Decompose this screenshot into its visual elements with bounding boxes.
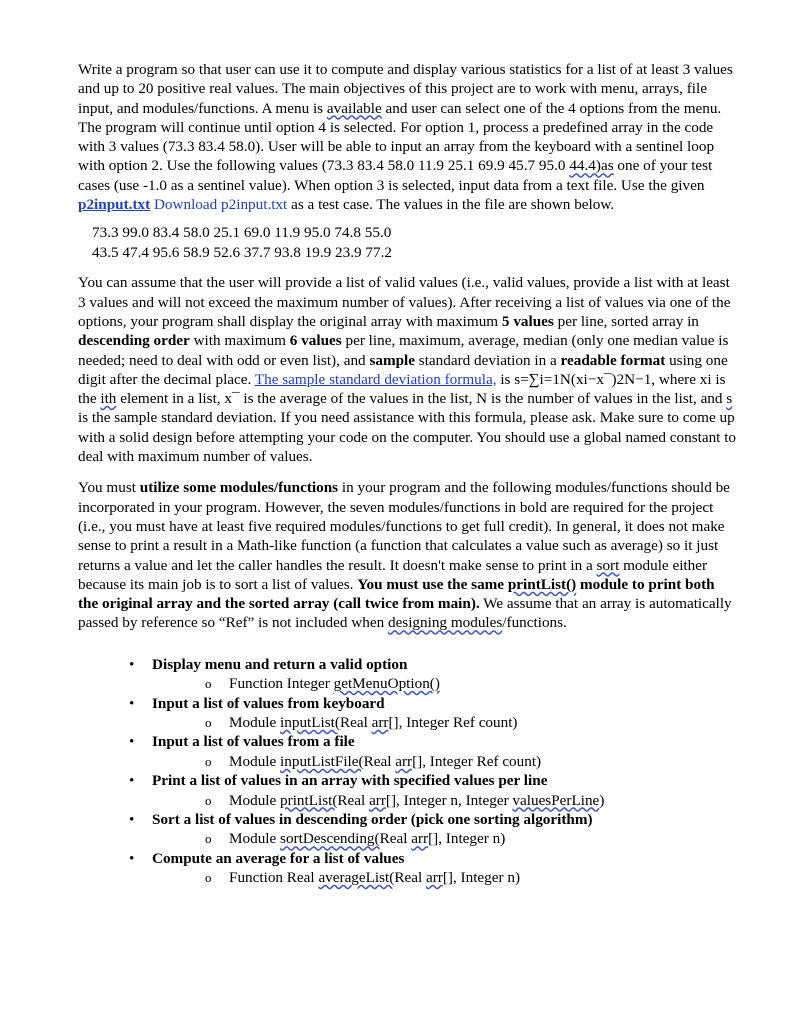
requirements-paragraph: You can assume that the user will provide a list of valid values (i.e., valid values, provide a list with at least 3 values and will not exceed the maximum number of values). After receiving a list of values via one of the options, your program shall display the original array with maximum 5 values per line, sorted array in descending order with maximum 6 values per line, maximum, average, median (only one median value is needed; need to deal with odd or even list), and sample standard deviation in a readable format using one digit after the decimal place. The sample standard deviation formula, is s=∑i=1N(xi−x¯)2N−1, where xi is the ith element in a list, x¯ is the average of the values in the list, N is the number of values in the list, and s is the sample standard deviation. If you need assistance with this formula, please ask. Make sure to come up with a solid design before attempting your code on the computer. You should use a global named constant to deal with maximum number of values. <box>78 274 737 466</box>
bullet-icon: • <box>129 849 135 867</box>
bullet-icon: • <box>129 772 135 790</box>
bullet-icon: • <box>129 810 135 828</box>
list-item: • Input a list of values from keyboard o Module inputList(Real arr[], Integer Ref count) <box>78 694 738 733</box>
circle-bullet-icon: o <box>205 870 212 886</box>
list-item: • Print a list of values in an array with specified values per line o Module printList(Real arr[], Integer n, Integer valuesPerLine) <box>78 771 738 810</box>
sub-list-item: o Module inputListFile(Real arr[], Integer Ref count) <box>205 752 542 770</box>
circle-bullet-icon: o <box>205 831 212 847</box>
circle-bullet-icon: o <box>205 676 212 692</box>
sub-list-item: o Module printList(Real arr[], Integer n, Integer valuesPerLine) <box>205 791 605 809</box>
file-values-line-1: 73.3 99.0 83.4 58.0 25.1 69.0 11.9 95.0 74.8 55.0 <box>92 224 392 242</box>
download-link[interactable]: Download p2input.txt <box>150 196 288 214</box>
bullet-icon: • <box>129 655 135 673</box>
sub-list-item: o Function Integer getMenuOption() <box>205 675 440 693</box>
list-item: • Sort a list of values in descending order (pick one sorting algorithm) o Module sortDescending(Real arr[], Integer n) <box>78 810 738 849</box>
circle-bullet-icon: o <box>205 792 212 808</box>
modules-paragraph: You must utilize some modules/functions in your program and the following modules/functions should be incorporated in your program. However, the seven modules/functions in bold are required for the project (i.e., you must have at least five required modules/functions to get full credit). In general, it does not make sense to print a result in a Math-like function (a function that calculates a value such as average) so it just returns a value and let the caller handles the result. It doesn't make sense to print in a sort module either because its main job is to sort a list of values. You must use the same printList() module to print both the original array and the sorted array (call twice from main). We assume that an array is automatically passed by reference so “Ref” is not included when designing modules/functions. <box>78 479 732 632</box>
modules-list <box>78 655 738 888</box>
sub-list-item: o Function Real averageList(Real arr[], Integer n) <box>205 869 521 887</box>
p2input-link[interactable]: p2input.txt <box>78 196 151 214</box>
list-item: • Display menu and return a valid option o Function Integer getMenuOption() <box>78 655 738 694</box>
formula-link[interactable]: The sample standard deviation formula, <box>254 370 497 388</box>
list-item: • Input a list of values from a file o Module inputListFile(Real arr[], Integer Ref count) <box>78 732 738 771</box>
intro-paragraph: Write a program so that user can use it to compute and display various statistics for a list of at least 3 values and up to 20 positive real values. The main objectives of this project are to work with menu, arrays, file input, and modules/functions. A menu is available and user can select one of the 4 options from the menu. The program will continue until option 4 is selected. For option 1, process a predefined array in the code with 3 values (73.3 83.4 58.0). User will be able to input an array from the keyboard with a sentinel loop with option 2. Use the following values (73.3 83.4 58.0 11.9 25.1 69.9 45.7 95.0 44.4)as one of your test cases (use -1.0 as a sentinel value). When option 3 is selected, input data from a text file. Use the given p2input.txt Download p2input.txt as a test case. The values in the file are shown below. <box>78 61 733 214</box>
bullet-icon: • <box>129 733 135 751</box>
list-item: • Compute an average for a list of values o Function Real averageList(Real arr[], Integer n) <box>78 849 738 888</box>
file-values-block <box>92 223 738 263</box>
sub-list-item: o Module inputList(Real arr[], Integer Ref count) <box>205 713 518 731</box>
circle-bullet-icon: o <box>205 714 212 730</box>
bullet-icon: • <box>129 694 135 712</box>
sub-list-item: o Module sortDescending(Real arr[], Integer n) <box>205 830 506 848</box>
circle-bullet-icon: o <box>205 753 212 769</box>
document-page <box>78 60 738 888</box>
file-values-line-2: 43.5 47.4 95.6 58.9 52.6 37.7 93.8 19.9 23.9 77.2 <box>92 244 392 262</box>
